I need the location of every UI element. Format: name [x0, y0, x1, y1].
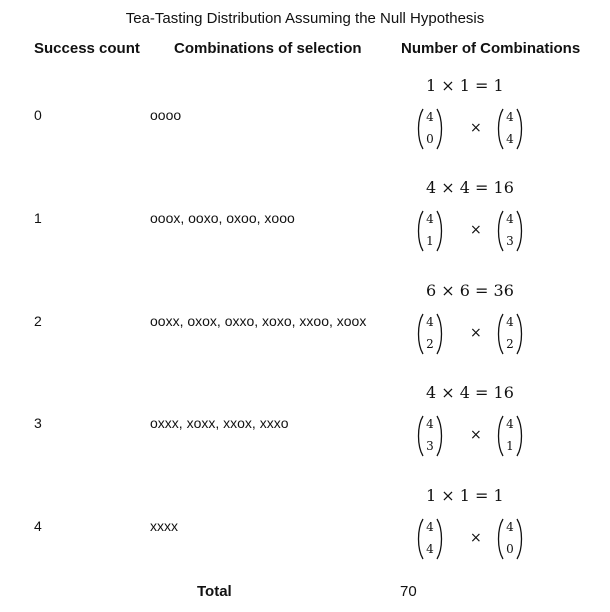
binomial-n: 4 [426, 315, 434, 329]
binomial-k: 0 [426, 132, 434, 146]
page-title: Tea-Tasting Distribution Assuming the Null Hypothesis [125, 10, 485, 27]
binomial-n: 4 [506, 520, 514, 534]
binomial-k: 3 [506, 234, 514, 248]
binomial-coefficient [416, 414, 444, 458]
total-value: 70 [400, 583, 417, 600]
binomial-k: 3 [426, 439, 434, 453]
combinations-cell: xxxx [150, 518, 178, 534]
product-equation: 4 × 4 = 16 [426, 383, 514, 402]
success-count-cell: 3 [34, 415, 42, 431]
times-symbol: × [470, 530, 482, 546]
binomial-k: 0 [506, 542, 514, 556]
binomial-coefficient [496, 312, 524, 356]
binomial-k: 4 [506, 132, 514, 146]
binomial-k: 4 [426, 542, 434, 556]
binomial-k: 2 [426, 337, 434, 351]
binomial-n: 4 [506, 212, 514, 226]
binomial-k: 2 [506, 337, 514, 351]
product-equation: 1 × 1 = 1 [426, 76, 504, 95]
binomial-k: 1 [426, 234, 434, 248]
product-equation: 4 × 4 = 16 [426, 178, 514, 197]
times-symbol: × [470, 222, 482, 238]
binomial-coefficient [416, 312, 444, 356]
binomial-n: 4 [426, 520, 434, 534]
total-label: Total [197, 583, 232, 600]
binomial-n: 4 [506, 110, 514, 124]
binomial-coefficient [416, 209, 444, 253]
binomial-coefficient [496, 209, 524, 253]
binomial-n: 4 [426, 212, 434, 226]
header-combinations: Combinations of selection [174, 40, 362, 57]
binomial-n: 4 [426, 110, 434, 124]
binomial-coefficient [496, 517, 524, 561]
times-symbol: × [470, 325, 482, 341]
binomial-k: 1 [506, 439, 514, 453]
binomial-coefficient [416, 107, 444, 151]
binomial-coefficient [496, 414, 524, 458]
product-equation: 1 × 1 = 1 [426, 486, 504, 505]
times-symbol: × [470, 120, 482, 136]
header-number-of-combinations: Number of Combinations [401, 40, 581, 57]
binomial-n: 4 [426, 417, 434, 431]
combinations-cell: ooxx, oxox, oxxo, xoxo, xxoo, xoox [150, 313, 367, 329]
binomial-coefficient [416, 517, 444, 561]
success-count-cell: 4 [34, 518, 42, 534]
header-success-count: Success count [34, 40, 140, 57]
binomial-n: 4 [506, 417, 514, 431]
binomial-coefficient [496, 107, 524, 151]
success-count-cell: 2 [34, 313, 42, 329]
success-count-cell: 1 [34, 210, 42, 226]
product-equation: 6 × 6 = 36 [426, 281, 514, 300]
combinations-cell: oooo [150, 107, 182, 123]
combinations-cell: ooox, ooxo, oxoo, xooo [150, 210, 295, 226]
times-symbol: × [470, 427, 482, 443]
success-count-cell: 0 [34, 107, 42, 123]
combinations-cell: oxxx, xoxx, xxox, xxxo [150, 415, 289, 431]
binomial-n: 4 [506, 315, 514, 329]
